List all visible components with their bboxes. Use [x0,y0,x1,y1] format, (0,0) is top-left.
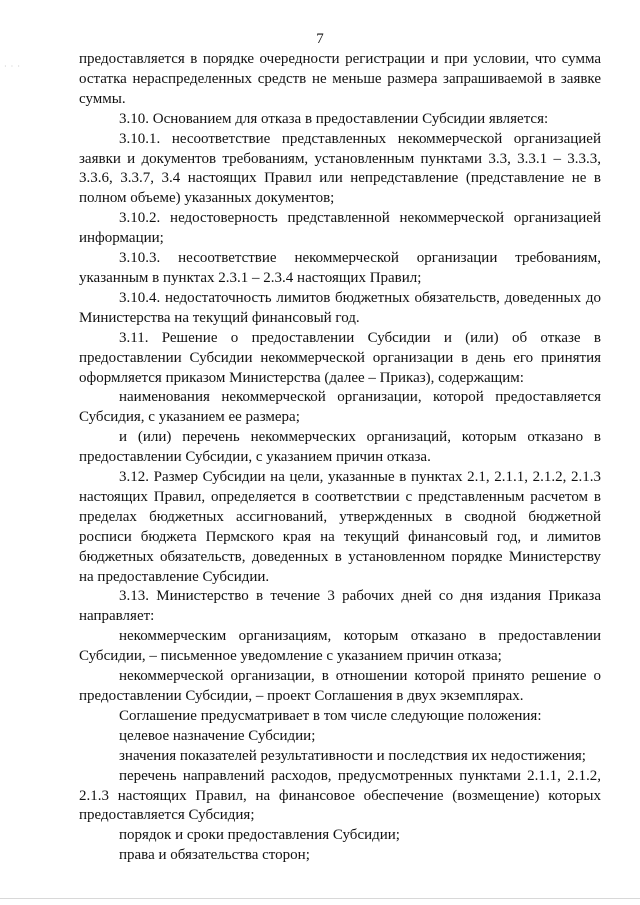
paragraph-3-11-item-1: наименования некоммерческой организации, которой предоставляется Субсидия, с указанием ее размера; [79,389,601,426]
paragraph-3-10-4: 3.10.4. недостаточность лимитов бюджетных обязательств, доведенных до Министерства на текущий финансовый год. [79,289,601,326]
paragraph-agreement-item-1: целевое назначение Субсидии; [119,727,316,744]
scan-bottom-edge [0,898,640,899]
paragraph-3-13: 3.13. Министерство в течение 3 рабочих дней со дня издания Приказа направляет: [79,588,601,625]
paragraph-3-10: 3.10. Основанием для отказа в предоставлении Субсидии является: [119,110,549,127]
paragraph-3-10-3: 3.10.3. несоответствие некоммерческой организации требованиям, указанным в пунктах 2.3.1 – 2.3.4 настоящих Правил; [79,250,601,286]
paragraph-agreement-item-3: перечень направлений расходов, предусмотренных пунктами 2.1.1, 2.1.2, 2.1.3 настоящих Правил, на финансовое обеспечение (возмещение) которых предоставляется Субсидия; [79,767,601,824]
scan-margin-mark: · · · [4,62,21,71]
paragraph-3-12: 3.12. Размер Субсидии на цели, указанные в пунктах 2.1, 2.1.1, 2.1.2, 2.1.3 настоящих Правил, определяется в соответствии с представленным расчетом в пределах бюджетных ассигнований, утвержденных в сводной бюджетной росписи бюджета Пермского края на текущий финансовый год, и лимитов бюджетных обязательств, доведенных в установленном порядке Министерству на предоставление Субсидии. [79,469,601,585]
paragraph-3-11-item-2: и (или) перечень некоммерческих организаций, которым отказано в предоставлении Субсидии, с указанием причин отказа. [79,429,601,466]
paragraph-agreement-intro: Соглашение предусматривает в том числе следующие положения: [119,707,542,724]
paragraph-3-11: 3.11. Решение о предоставлении Субсидии и (или) об отказе в предоставлении Субсидии некоммерческой организации в день его принятия оформляется приказом Министерства (далее – Приказ), содержащим: [79,329,601,386]
paragraph-agreement-item-4: порядок и сроки предоставления Субсидии; [119,827,400,844]
paragraph-3-10-2: 3.10.2. недостоверность представленной некоммерческой организацией информации; [79,210,601,247]
paragraph-continuation: предоставляется в порядке очередности регистрации и при условии, что сумма остатка нераспределенных средств не меньше размера запрашиваемой в заявке суммы. [79,51,601,107]
page-number: 7 [316,31,324,47]
paragraph-3-13-item-1: некоммерческим организациям, которым отказано в предоставлении Субсидии, – письменное уведомление с указанием причин отказа; [79,628,601,665]
document-body [79,50,601,866]
paragraph-agreement-item-2: значения показателей результативности и последствия их недостижения; [119,747,586,764]
paragraph-3-13-item-2: некоммерческой организации, в отношении которой принято решение о предоставлении Субсидии, – проект Соглашения в двух экземплярах. [79,668,601,704]
paragraph-agreement-item-5: права и обязательства сторон; [119,847,310,864]
paragraph-3-10-1: 3.10.1. несоответствие представленных некоммерческой организацией заявки и документов требованиям, установленным пунктами 3.3, 3.3.1 – 3.3.3, 3.3.6, 3.3.7, 3.4 настоящих Правил или непредставление (представление не в полном объеме) указанных документов; [79,130,601,207]
